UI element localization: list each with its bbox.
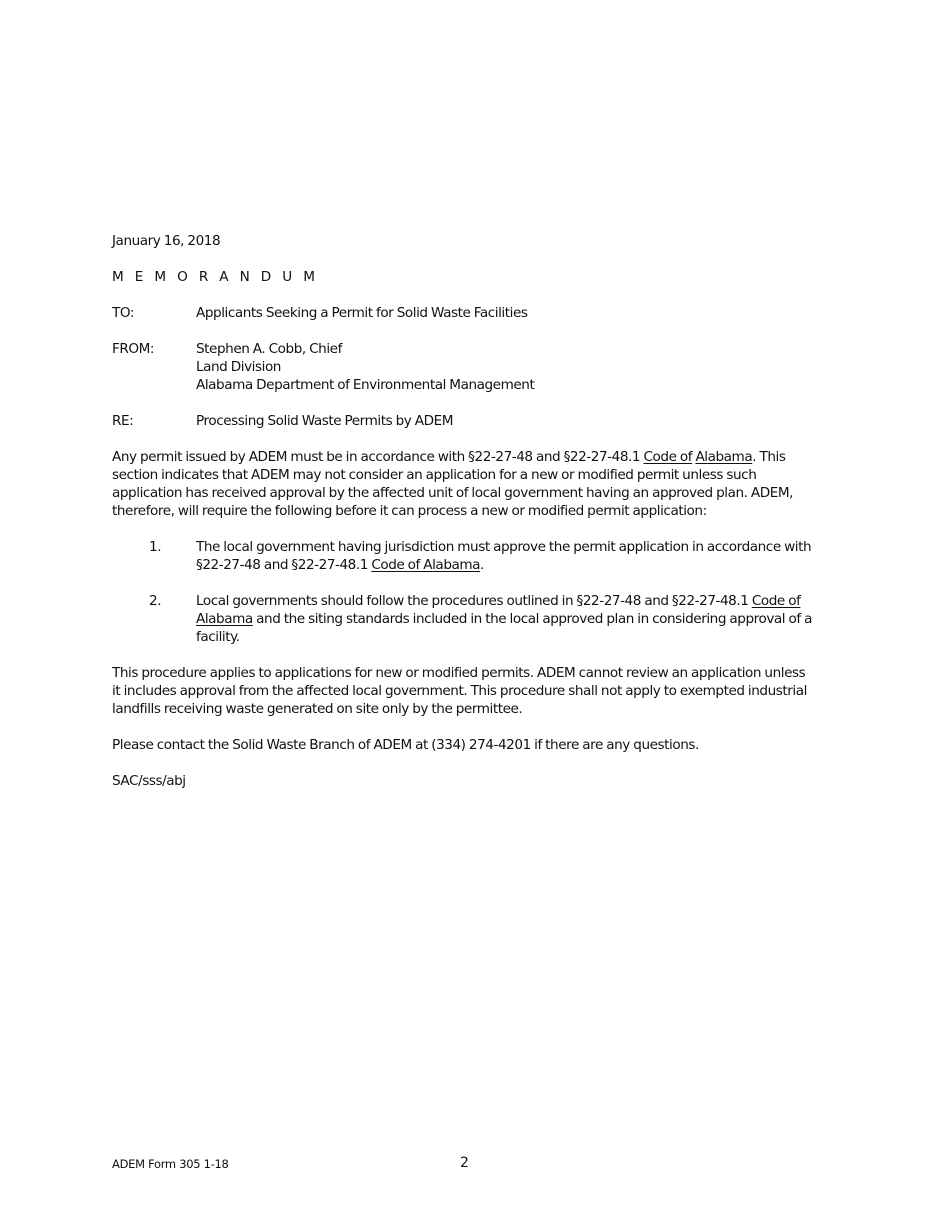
list-body (196, 592, 827, 646)
intro-paragraph (112, 448, 827, 520)
memo-from-line: Alabama Department of Environmental Management (196, 377, 535, 393)
intro-line: application has received approval by the affected unit of local government having an approved plan. ADEM, (112, 485, 794, 501)
list-number: 1. (149, 539, 162, 555)
memo-title: M E M O R A N D U M (112, 269, 319, 285)
list-line: The local government having jurisdiction must approve the permit application in accordance with (196, 539, 812, 555)
list-text: . (480, 557, 484, 573)
intro-line: section indicates that ADEM may not consider an application for a new or modified permit unless such (112, 467, 757, 483)
memo-from-row (112, 340, 827, 394)
list-text: §22-27-48 and §22-27-48.1 (196, 557, 372, 573)
memo-re-label: RE: (112, 413, 134, 429)
memo-from-value (196, 340, 827, 394)
memo-to-label: TO: (112, 305, 134, 321)
list-line (196, 556, 827, 574)
alabama-link: Alabama (695, 449, 753, 465)
list-item-1 (112, 538, 827, 574)
list-text: and the siting standards included in the local approved plan in considering approval of a (252, 611, 812, 627)
memo-to-value: Applicants Seeking a Permit for Solid Waste Facilities (196, 305, 528, 321)
procedure-paragraph (112, 664, 827, 718)
alabama-link: Alabama (196, 611, 253, 627)
memo-re-value: Processing Solid Waste Permits by ADEM (196, 413, 454, 429)
memo-date: January 16, 2018 (112, 233, 221, 249)
code-of-link: Code of (643, 449, 693, 465)
intro-line: therefore, will require the following before it can process a new or modified permit application: (112, 503, 707, 519)
footer-form-number: ADEM Form 305 1-18 (112, 1157, 229, 1171)
procedure-line: This procedure applies to applications for new or modified permits. ADEM cannot review an application unless (112, 665, 806, 681)
list-line: facility. (196, 629, 240, 645)
memo-re-row (112, 412, 827, 430)
list-body (196, 538, 827, 574)
contact-paragraph: Please contact the Solid Waste Branch of ADEM at (334) 274-4201 if there are any questions. (112, 737, 699, 753)
initials: SAC/sss/abj (112, 773, 186, 789)
memo-from-label: FROM: (112, 341, 155, 357)
list-text: Local governments should follow the procedures outlined in §22-27-48 and §22-27-48.1 (196, 593, 752, 609)
procedure-line: landfills receiving waste generated on site only by the permittee. (112, 701, 523, 717)
intro-text: Any permit issued by ADEM must be in accordance with §22-27-48 and §22-27-48.1 (112, 449, 644, 465)
list-number: 2. (149, 593, 162, 609)
list-item-2 (112, 592, 827, 646)
page-number: 2 (460, 1155, 469, 1171)
procedure-line: it includes approval from the affected local government. This procedure shall not apply to exempted industrial (112, 683, 807, 699)
memo-from-line: Land Division (196, 359, 281, 375)
memo-from-line: Stephen A. Cobb, Chief (196, 341, 342, 357)
code-of-alabama-link: Code of Alabama (371, 557, 481, 573)
code-of-link: Code of (751, 593, 801, 609)
memo-to-row (112, 304, 827, 322)
memo-content (112, 232, 827, 790)
intro-line (112, 448, 827, 466)
list-line (196, 610, 827, 628)
intro-text: . This (752, 449, 786, 465)
list-line (196, 592, 827, 610)
